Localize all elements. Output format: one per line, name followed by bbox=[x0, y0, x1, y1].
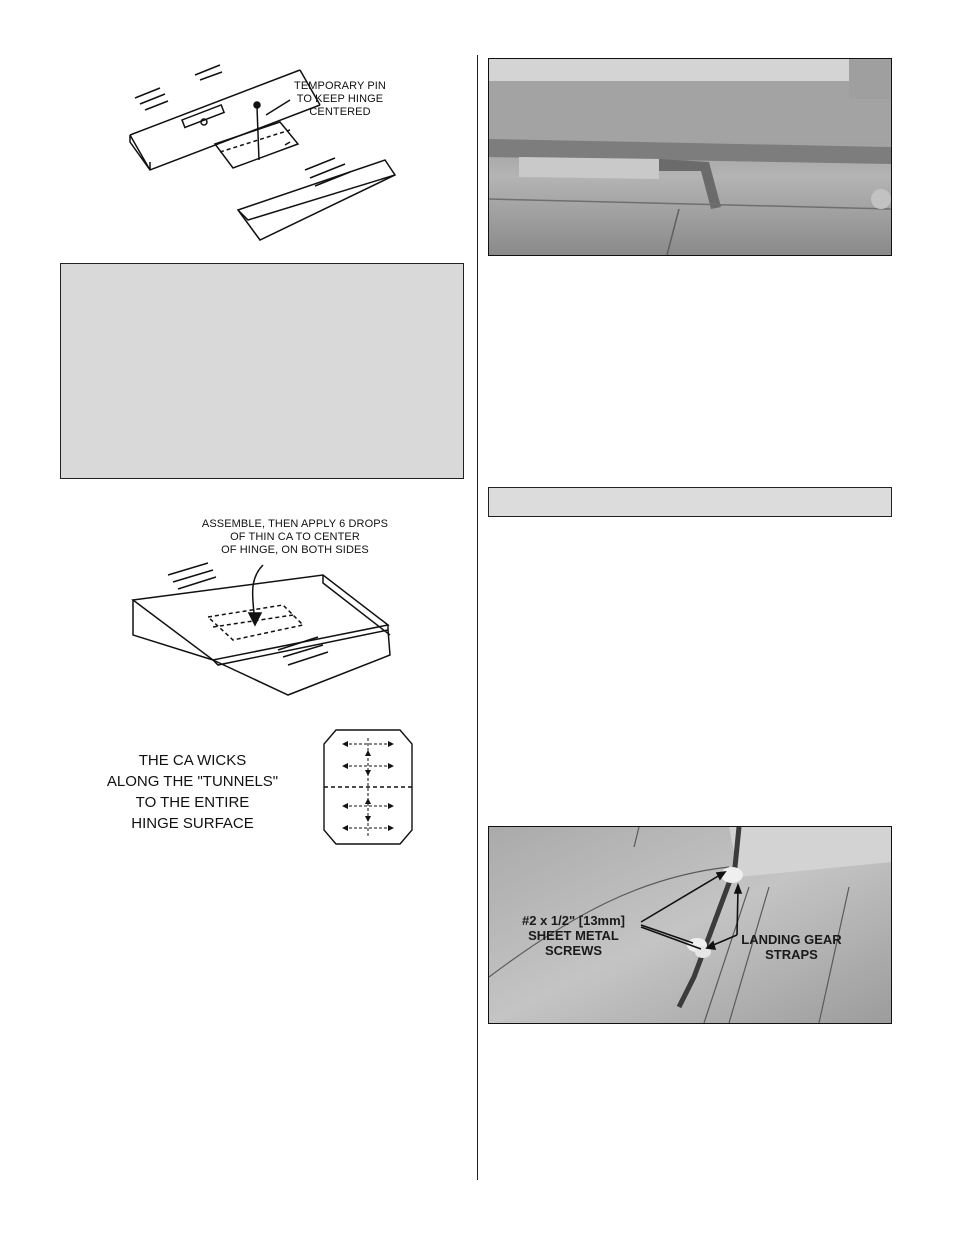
hinge-ca-label-line-2: OF THIN CA TO CENTER bbox=[230, 531, 360, 543]
hinge-ca-label bbox=[195, 518, 395, 557]
hinge-pin-label-line-3: CENTERED bbox=[309, 106, 371, 118]
straps-label-line-1: LANDING GEAR bbox=[741, 932, 842, 947]
ca-wicks-line-1: THE CA WICKS bbox=[138, 752, 247, 769]
section-heading-box bbox=[488, 487, 892, 517]
screws-label-line-3: SCREWS bbox=[544, 943, 603, 958]
ca-wicks-line-4: HINGE SURFACE bbox=[131, 815, 254, 832]
screws-label bbox=[501, 913, 646, 958]
ca-wicks-line-2: ALONG THE "TUNNELS" bbox=[106, 773, 279, 790]
hinge-pin-label-line-1: TEMPORARY PIN bbox=[294, 80, 386, 92]
straps-label-line-2: STRAPS bbox=[765, 947, 818, 962]
hinge-pin-label-line-2: TO KEEP HINGE bbox=[296, 93, 384, 105]
ca-wicks-line-3: TO THE ENTIRE bbox=[135, 794, 250, 811]
screws-label-line-1: #2 x 1/2" [13mm] bbox=[522, 913, 625, 928]
ca-wicks-hinge-diagram bbox=[322, 728, 414, 846]
hinge-photo bbox=[488, 58, 892, 256]
hinge-photo-image bbox=[489, 59, 891, 255]
hinge-ca-figure bbox=[128, 555, 398, 700]
landing-gear-photo bbox=[488, 826, 892, 1024]
screws-label-line-2: SHEET METAL bbox=[528, 928, 619, 943]
hinge-ca-label-line-1: ASSEMBLE, THEN APPLY 6 DROPS bbox=[201, 518, 389, 530]
hinge-ca-label-line-3: OF HINGE, ON BOTH SIDES bbox=[221, 544, 369, 556]
straps-label bbox=[729, 932, 854, 962]
column-divider bbox=[477, 55, 478, 1180]
hinge-pin-label bbox=[275, 80, 405, 119]
note-box bbox=[60, 263, 464, 479]
hinge-ca-drawing bbox=[128, 555, 398, 700]
ca-wicks-text bbox=[100, 750, 285, 834]
ca-wicks-hinge-drawing bbox=[322, 728, 414, 846]
